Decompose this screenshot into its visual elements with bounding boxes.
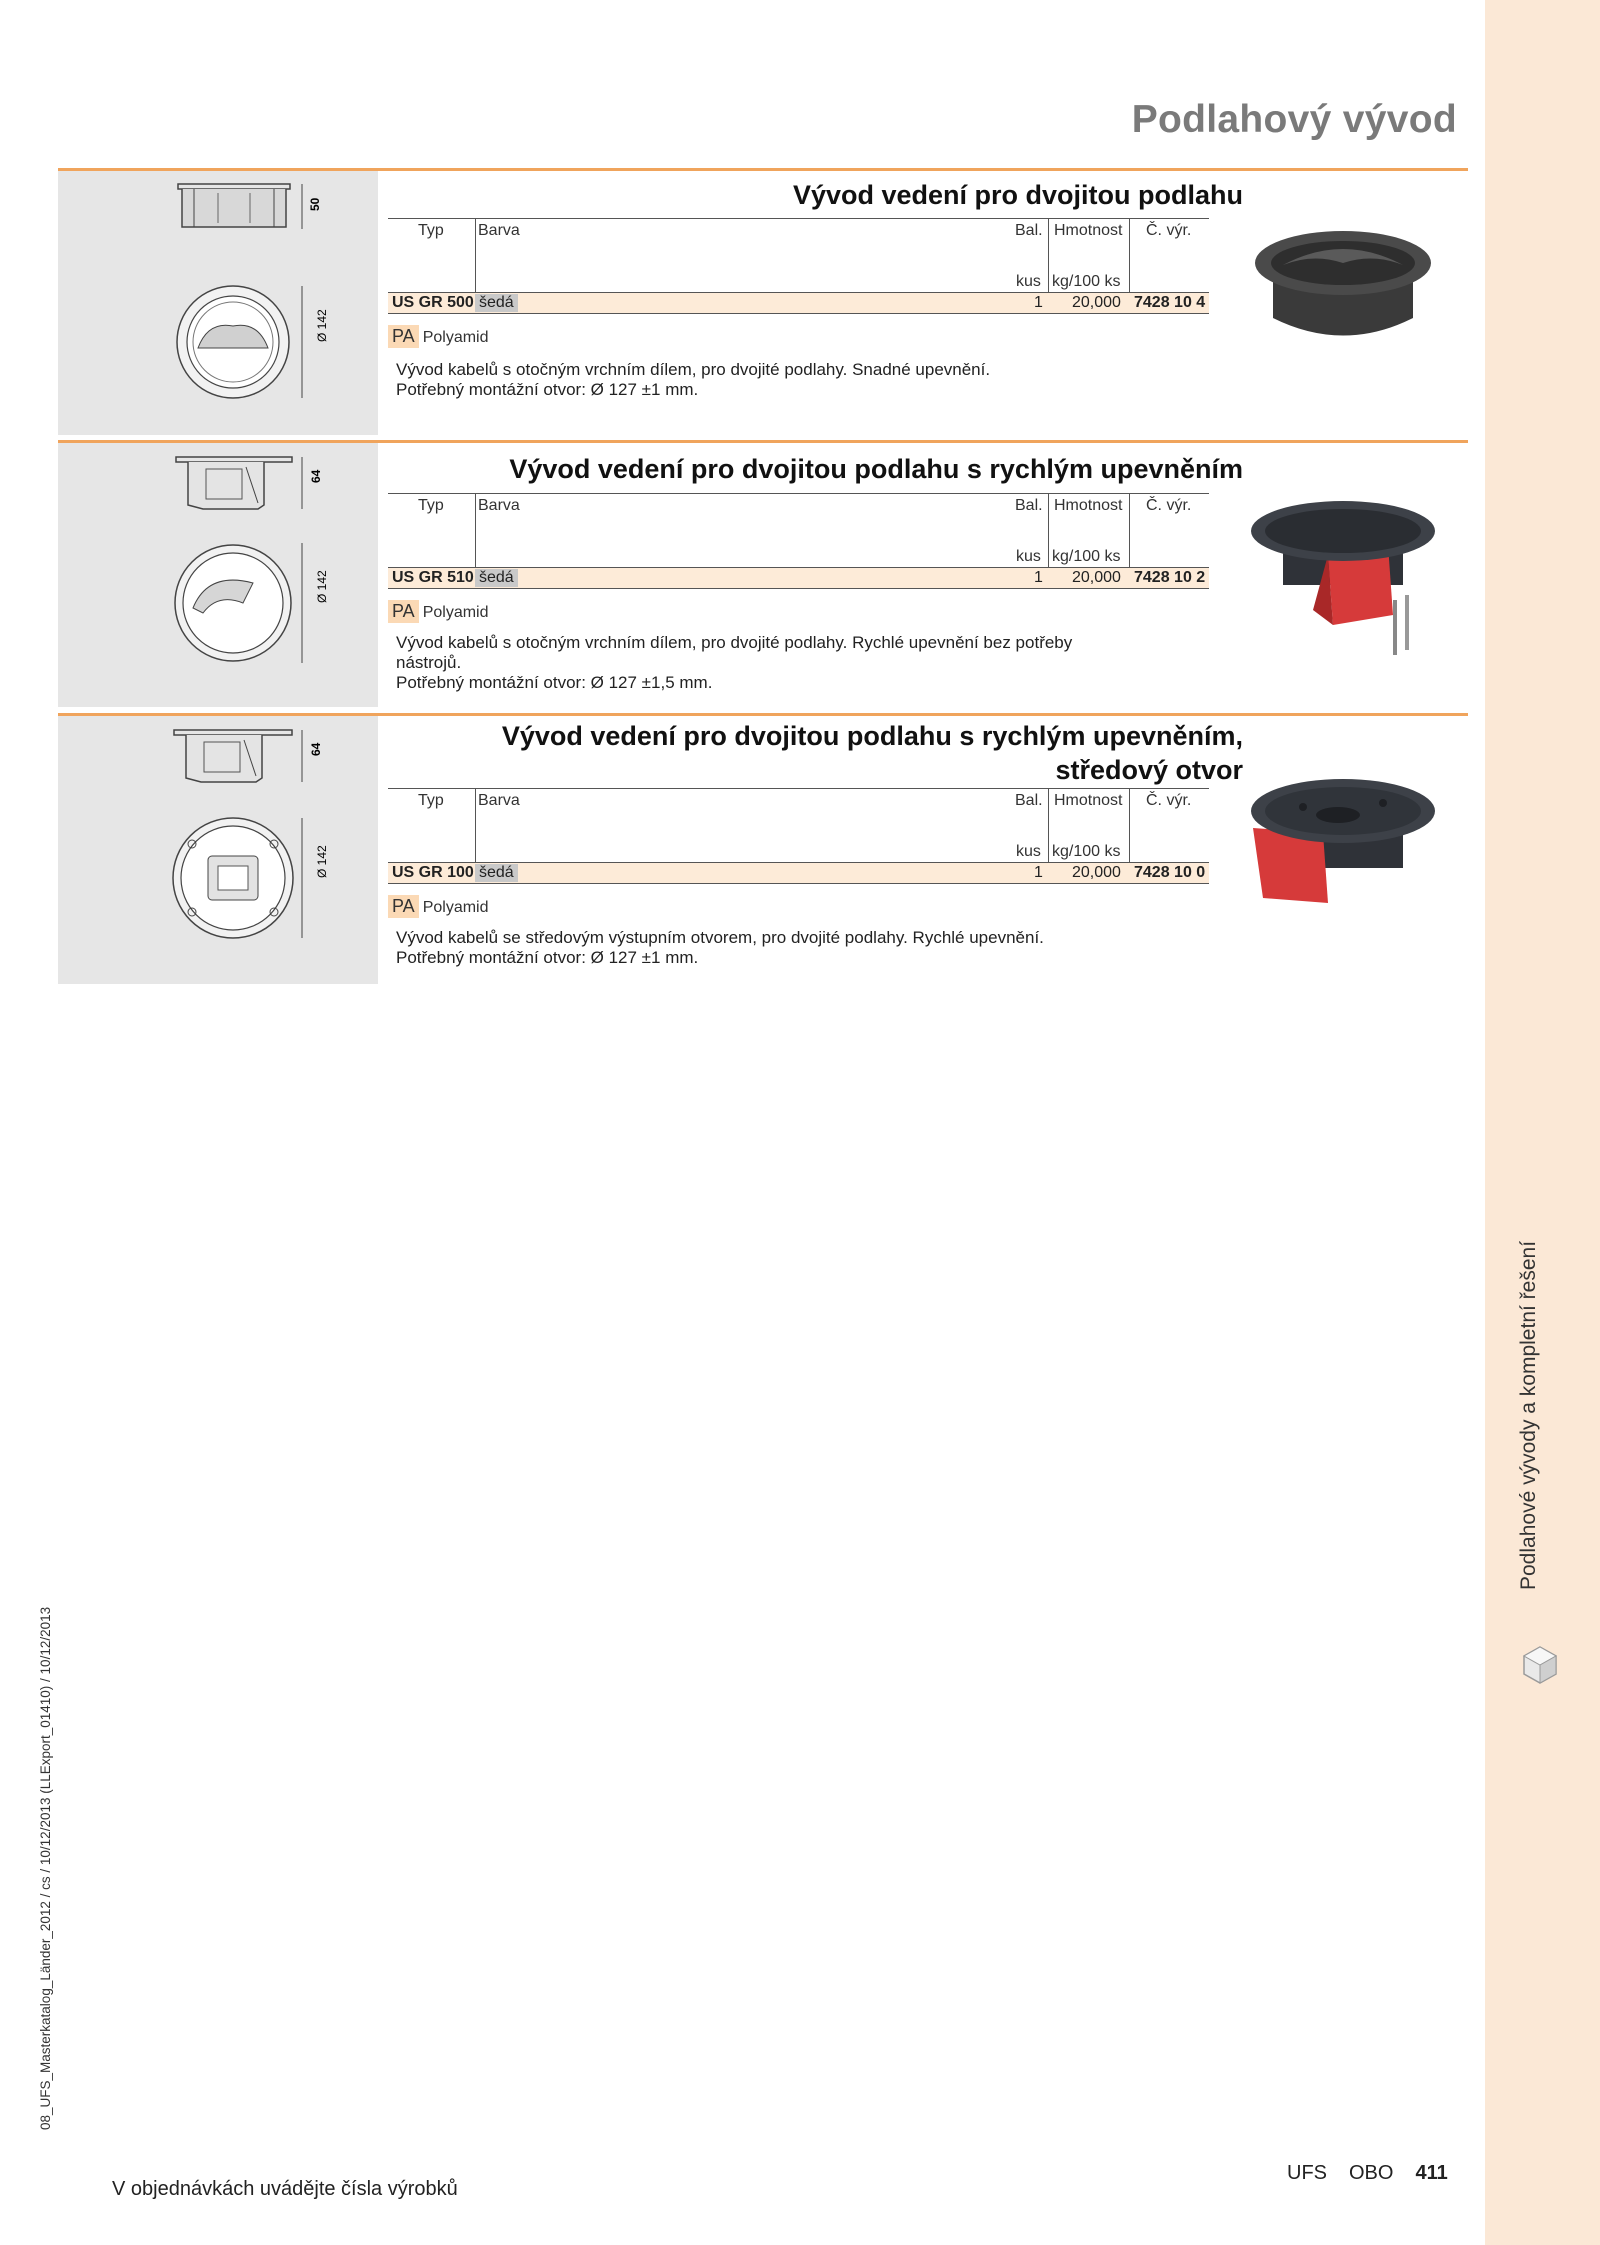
table-row bbox=[388, 567, 1209, 589]
dim-diameter: Ø 142 bbox=[315, 845, 329, 878]
table-header bbox=[388, 788, 1209, 863]
product-photo bbox=[1243, 495, 1443, 675]
material-code-badge: PA bbox=[388, 600, 419, 623]
cell-cvyr: 7428 10 4 bbox=[1134, 294, 1206, 311]
drawing-us-gr-510 bbox=[58, 443, 378, 707]
material-code-badge: PA bbox=[388, 325, 419, 348]
product-section-2 bbox=[58, 440, 1468, 710]
material-name: Polyamid bbox=[422, 899, 489, 916]
product-title: Vývod vedení pro dvojitou podlahu s rychlým upevněním bbox=[509, 454, 1243, 484]
cell-barva: šedá bbox=[475, 569, 518, 587]
material-name: Polyamid bbox=[422, 604, 489, 621]
cell-typ: US GR 500 bbox=[392, 294, 474, 311]
cell-typ: US GR 510 bbox=[392, 569, 474, 586]
page-title: Podlahový vývod bbox=[1131, 98, 1457, 141]
technical-drawing bbox=[58, 171, 378, 435]
unit-hmotnost: kg/100 ks bbox=[1052, 843, 1121, 860]
drawing-us-gr-500 bbox=[58, 171, 378, 435]
col-cvyr: Č. výr. bbox=[1146, 497, 1192, 514]
technical-drawing bbox=[58, 443, 378, 707]
col-typ: Typ bbox=[418, 792, 444, 809]
col-typ: Typ bbox=[418, 222, 444, 239]
footer-order-note: V objednávkách uvádějte čísla výrobků bbox=[112, 2178, 458, 2200]
col-cvyr: Č. výr. bbox=[1146, 792, 1192, 809]
unit-bal: kus bbox=[1016, 273, 1041, 290]
table-header bbox=[388, 493, 1209, 568]
footer-brand bbox=[1287, 2162, 1448, 2185]
cell-cvyr: 7428 10 0 bbox=[1134, 864, 1206, 881]
product-photo bbox=[1243, 223, 1443, 353]
table-row bbox=[388, 292, 1209, 314]
dim-height: 64 bbox=[309, 469, 323, 483]
col-bal: Bal. bbox=[1015, 792, 1043, 809]
print-metadata: 08_UFS_Masterkatalog_Länder_2012 / cs / 10/12/2013 (LLExport_01410) / 10/12/2013 bbox=[38, 1606, 53, 2130]
col-cvyr: Č. výr. bbox=[1146, 222, 1192, 239]
col-barva: Barva bbox=[478, 497, 520, 514]
material-code-badge: PA bbox=[388, 895, 419, 918]
unit-hmotnost: kg/100 ks bbox=[1052, 548, 1121, 565]
product-section-1 bbox=[58, 168, 1468, 436]
product-photo bbox=[1243, 773, 1443, 913]
col-hmotnost: Hmotnost bbox=[1054, 497, 1123, 514]
cell-bal: 1 bbox=[1034, 294, 1043, 311]
cell-hmotnost: 20,000 bbox=[1072, 864, 1121, 881]
cell-hmotnost: 20,000 bbox=[1072, 294, 1121, 311]
technical-drawing bbox=[58, 716, 378, 984]
sidebar-chapter-title: Podlahové vývody a kompletní řešení bbox=[1517, 1240, 1540, 1590]
table-row bbox=[388, 862, 1209, 884]
dim-height: 50 bbox=[308, 197, 322, 211]
footer-brand-obo: OBO bbox=[1349, 2162, 1394, 2184]
footer-brand-ufs: UFS bbox=[1287, 2162, 1327, 2184]
material-label bbox=[388, 895, 489, 918]
dim-diameter: Ø 142 bbox=[315, 570, 329, 603]
product-title: Vývod vedení pro dvojitou podlahu s rychlým upevněním, středový otvor bbox=[501, 721, 1243, 785]
product-title: Vývod vedení pro dvojitou podlahu bbox=[792, 180, 1243, 210]
col-typ: Typ bbox=[418, 497, 444, 514]
cube-icon bbox=[1522, 1645, 1558, 1685]
col-barva: Barva bbox=[478, 792, 520, 809]
cell-bal: 1 bbox=[1034, 864, 1043, 881]
cell-barva: šedá bbox=[475, 294, 518, 312]
cell-typ: US GR 100 bbox=[392, 864, 474, 881]
material-label bbox=[388, 325, 489, 348]
material-label bbox=[388, 600, 489, 623]
dim-height: 64 bbox=[309, 742, 323, 756]
unit-bal: kus bbox=[1016, 843, 1041, 860]
page-number: 411 bbox=[1415, 2162, 1448, 2184]
col-barva: Barva bbox=[478, 222, 520, 239]
col-hmotnost: Hmotnost bbox=[1054, 792, 1123, 809]
product-description: Vývod kabelů s otočným vrchním dílem, pro dvojité podlahy. Rychlé upevnění bez potřeby nástrojů. Potřebný montážní otvor: Ø 127 ±1,5 mm. bbox=[396, 633, 1073, 692]
col-bal: Bal. bbox=[1015, 222, 1043, 239]
col-hmotnost: Hmotnost bbox=[1054, 222, 1123, 239]
product-description: Vývod kabelů s otočným vrchním dílem, pro dvojité podlahy. Snadné upevnění. Potřebný montážní otvor: Ø 127 ±1 mm. bbox=[396, 360, 991, 399]
unit-hmotnost: kg/100 ks bbox=[1052, 273, 1121, 290]
cell-cvyr: 7428 10 2 bbox=[1134, 569, 1206, 586]
material-name: Polyamid bbox=[422, 329, 489, 346]
side-band bbox=[1485, 0, 1600, 2245]
table-header bbox=[388, 218, 1209, 293]
product-section-3 bbox=[58, 713, 1468, 985]
dim-diameter: Ø 142 bbox=[315, 309, 329, 342]
cell-hmotnost: 20,000 bbox=[1072, 569, 1121, 586]
drawing-us-gr-100 bbox=[58, 716, 378, 984]
product-description: Vývod kabelů se středovým výstupním otvorem, pro dvojité podlahy. Rychlé upevnění. Potřebný montážní otvor: Ø 127 ±1 mm. bbox=[396, 928, 1044, 967]
unit-bal: kus bbox=[1016, 548, 1041, 565]
col-bal: Bal. bbox=[1015, 497, 1043, 514]
cell-barva: šedá bbox=[475, 864, 518, 882]
cell-bal: 1 bbox=[1034, 569, 1043, 586]
